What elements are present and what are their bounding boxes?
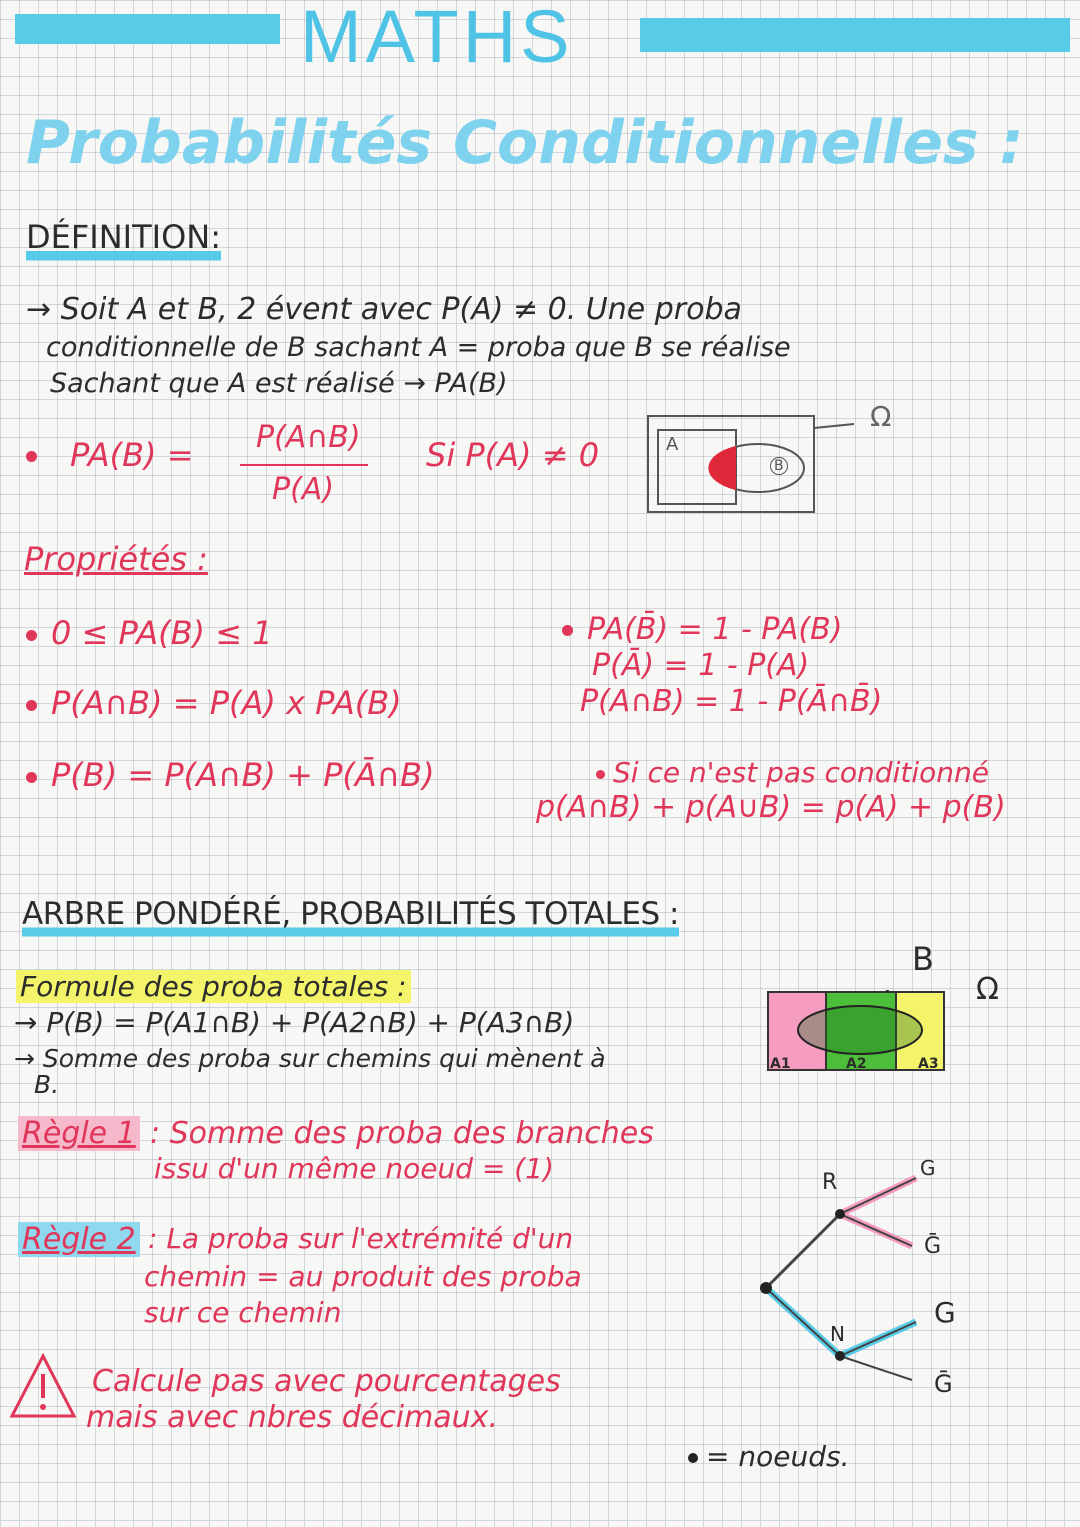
fraction-bar <box>240 464 368 466</box>
definition-line-3: Sachant que A est réalisé → PA(B) <box>50 368 508 399</box>
partition-label-omega: Ω <box>976 972 999 1007</box>
header-band-left <box>15 14 280 44</box>
tree-heading: ARBRE PONDÉRÉ, PROBABILITÉS TOTALES : <box>22 896 679 940</box>
sum-line: → Somme des proba sur chemins qui mènent à <box>14 1044 606 1073</box>
property-left-1: 0 ≤ PA(B) ≤ 1 <box>26 614 273 652</box>
tree-label-gbar1: Ḡ <box>924 1234 942 1259</box>
warning-icon <box>8 1352 78 1422</box>
property-right-note-2: p(A∩B) + p(A∪B) = p(A) + p(B) <box>536 790 1006 825</box>
definition-line-2: conditionnelle de B sachant A = proba que B se réalise <box>46 332 791 363</box>
tree-label-n: N <box>830 1322 845 1346</box>
rule-1-text-1: : Somme des proba des branches <box>150 1116 654 1151</box>
formula-denominator: P(A) <box>272 472 335 507</box>
property-right-1: PA(B̄) = 1 - PA(B) <box>562 612 842 647</box>
header-band-right <box>640 18 1070 52</box>
rule-1-label: Règle 1 <box>18 1116 140 1151</box>
venn-label-b: B <box>770 457 788 475</box>
rule-2-text-3: sur ce chemin <box>144 1296 342 1329</box>
node-dot-icon <box>688 1453 698 1463</box>
property-left-3: P(B) = P(A∩B) + P(Ā∩B) <box>26 756 435 794</box>
property-right-2: P(Ā) = 1 - P(A) <box>592 648 810 683</box>
warning-text-1: Calcule pas avec pourcentages <box>92 1364 561 1399</box>
node-legend: = noeuds. <box>688 1440 849 1473</box>
partition-label-b: B <box>912 940 934 978</box>
partition-label-a1: A1 <box>770 1056 791 1072</box>
partition-label-a3: A3 <box>918 1056 939 1072</box>
rule-2-label: Règle 2 <box>18 1222 140 1257</box>
rule-1-text-2: issu d'un même noeud = (1) <box>154 1152 554 1185</box>
tree-label-g1: G <box>920 1156 936 1180</box>
probability-tree <box>740 1150 1000 1410</box>
venn-label-a: A <box>666 434 679 455</box>
properties-heading: Propriétés : <box>24 540 208 578</box>
subject-title: MATHS <box>300 0 574 78</box>
tree-label-gbar2: Ḡ <box>934 1370 953 1398</box>
rule-2-text-1: : La proba sur l'extrémité d'un <box>148 1222 574 1255</box>
definition-heading: DÉFINITION: <box>26 218 221 264</box>
definition-line-1: → Soit A et B, 2 évent avec P(A) ≠ 0. Une proba <box>26 292 742 327</box>
tree-label-r: R <box>822 1170 838 1195</box>
venn-label-omega: Ω <box>870 400 892 433</box>
tree-label-g2: G <box>934 1296 956 1329</box>
property-left-2: P(A∩B) = P(A) x PA(B) <box>26 684 402 722</box>
sum-line-end: B. <box>34 1070 60 1099</box>
partition-label-a2: A2 <box>846 1056 867 1072</box>
property-right-3: P(A∩B) = 1 - P(Ā∩B̄) <box>580 684 883 719</box>
formula-numerator: P(A∩B) <box>256 420 361 455</box>
rule-2-text-2: chemin = au produit des proba <box>144 1260 582 1293</box>
formula-totals-heading: Formule des proba totales : <box>16 970 411 1003</box>
formula-totals: → P(B) = P(A1∩B) + P(A2∩B) + P(A3∩B) <box>14 1006 575 1039</box>
warning-text-2: mais avec nbres décimaux. <box>86 1400 498 1435</box>
formula-bullet <box>26 446 51 465</box>
formula-condition: Si P(A) ≠ 0 <box>426 436 600 474</box>
formula-lhs: PA(B) = <box>70 436 194 474</box>
page-title: Probabilités Conditionnelles : <box>26 108 1024 178</box>
property-right-note-1: Si ce n'est pas conditionné <box>596 756 989 789</box>
